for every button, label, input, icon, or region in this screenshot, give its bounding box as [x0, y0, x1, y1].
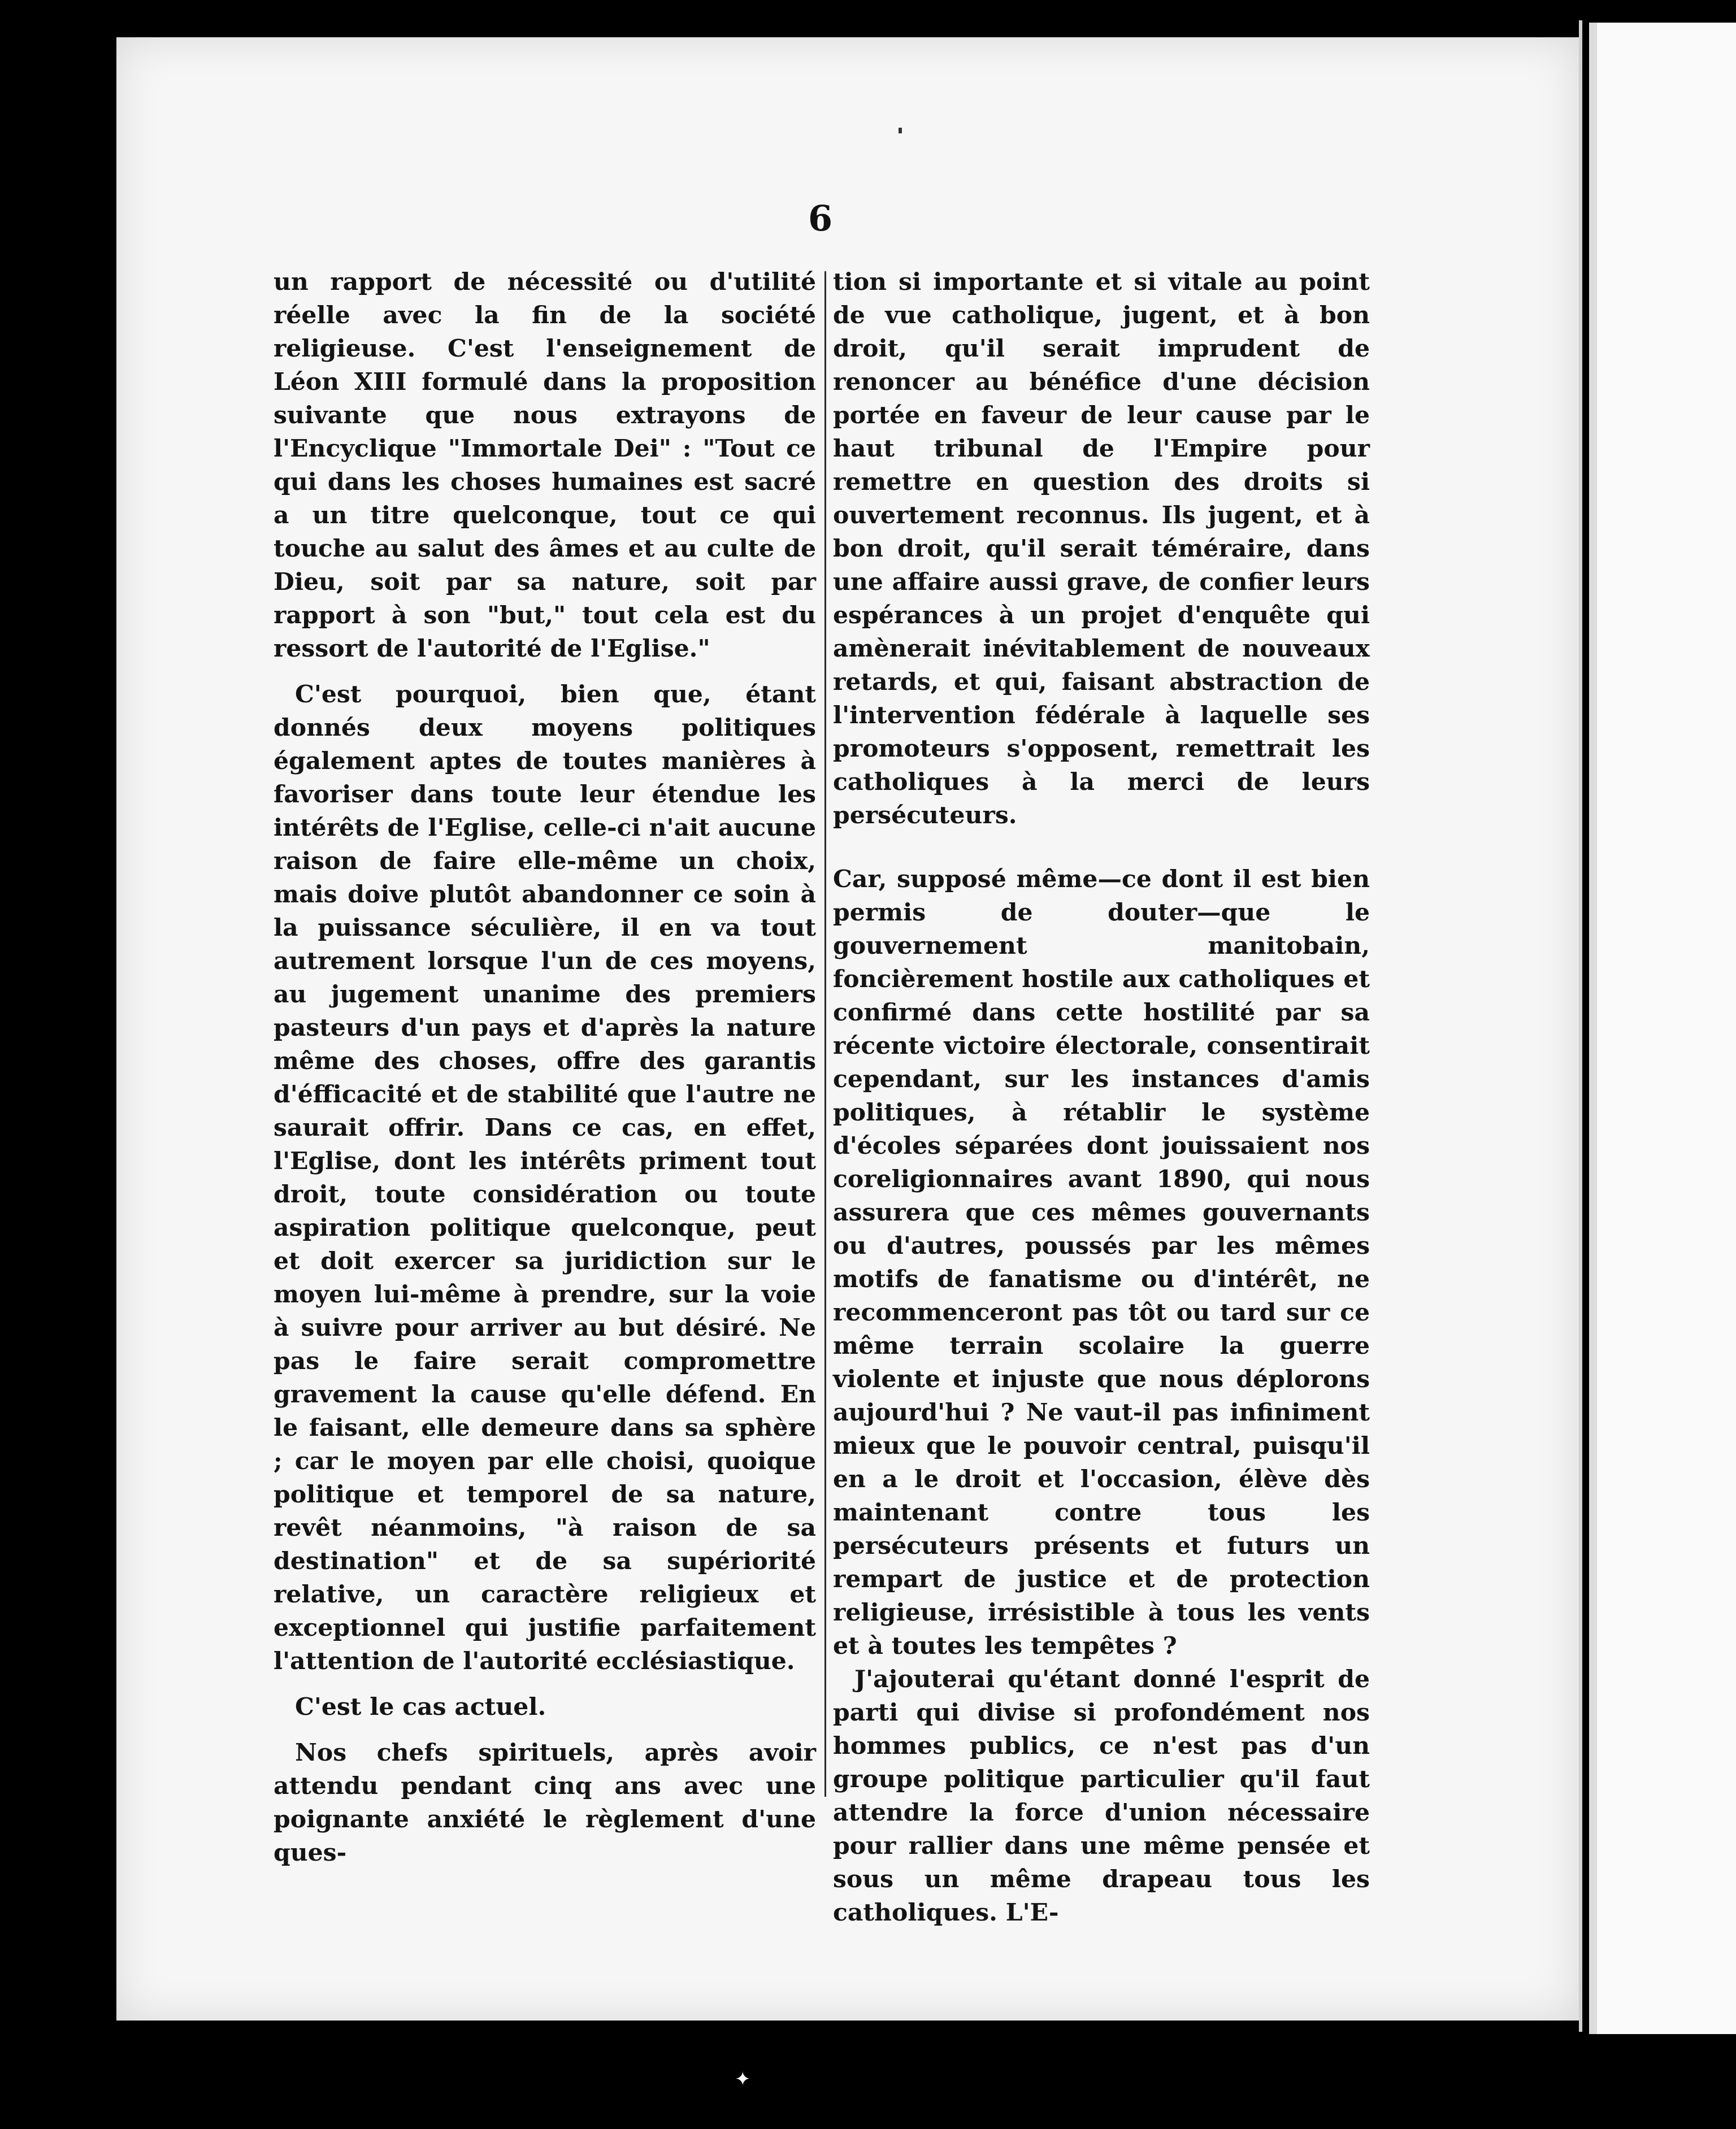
paragraph: un rapport de nécessité ou d'utilité réelle avec la fin de la société religieuse. C'est l'enseignement de Léon XIII formulé dans la proposition suivante que nous extrayons de l'Encyclique "Immortale Dei" : "Tout ce qui dans les choses humaines est sacré a un titre quelconque, tout ce qui touche au salut des âmes et au culte de Dieu, soit par sa nature, soit par rapport à son "but," tout cela est du ressort de l'autorité de l'Eglise.": [274, 268, 816, 663]
page-edge: [1579, 20, 1582, 2032]
paragraph: Nos chefs spirituels, après avoir attendu pendant cinq ans avec une poignante anxiété le règlement d'une ques-: [274, 1739, 816, 1867]
ink-speck: [899, 128, 902, 133]
paragraph: J'ajouterai qu'étant donné l'esprit de parti qui divise si profondément nos hommes publics, ce n'est pas d'un groupe politique particulier qu'il faut attendre la force d'union nécessaire pour rallier dans une même pensée et sous un même drapeau tous les catholiques. L'E-: [833, 1665, 1370, 1927]
paragraph: tion si importante et si vitale au point de vue catholique, jugent, et à bon droit, qu'il serait imprudent de renoncer au bénéfice d'une décision portée en faveur de leur cause par le haut tribunal de l'Empire pour remettre en question des droits si ouvertement reconnus. Ils jugent, et à bon droit, qu'il serait téméraire, dans une affaire aussi grave, de confier leurs espérances à un projet d'enquête qui amènerait inévitablement de nouveaux retards, et qui, faisant abstraction de l'intervention fédérale à laquelle ses promoteurs s'opposent, remettrait les catholiques à la merci de leurs persécuteurs.: [833, 268, 1370, 829]
adjacent-page: [1589, 23, 1736, 2034]
scan-mark: ✦: [735, 2068, 751, 2091]
column-divider: [824, 271, 826, 1797]
left-column: [274, 266, 816, 1870]
adjacent-page-shadow: [1589, 23, 1597, 2034]
paragraph: C'est pourquoi, bien que, étant donnés deux moyens politiques également aptes de toutes manières à favoriser dans toute leur étendue les intérêts de l'Eglise, celle-ci n'ait aucune raison de faire elle-même un choix, mais doive plutôt abandonner ce soin à la puissance séculière, il en va tout autrement lorsque l'un de ces moyens, au jugement unanime des premiers pasteurs d'un pays et d'après la nature même des choses, offre des garantis d'éfficacité et de stabilité que l'autre ne saurait offrir. Dans ce cas, en effet, l'Eglise, dont les intérêts priment tout droit, toute considération ou toute aspiration politique quelconque, peut et doit exercer sa juridiction sur le moyen lui-même à prendre, sur la voie à suivre pour arriver au but désiré. Ne pas le faire serait compromettre gravement la cause qu'elle défend. En le faisant, elle demeure dans sa sphère ; car le moyen par elle choisi, quoique politique et temporel de sa nature, revêt néanmoins, "à raison de sa destination" et de sa supériorité relative, un caractère religieux et exceptionnel qui justifie parfaitement l'attention de l'autorité ecclésiastique.: [274, 680, 816, 1675]
page-number: 6: [808, 198, 833, 239]
paragraph: Car, supposé même—ce dont il est bien permis de douter—que le gouvernement manitobain, foncièrement hostile aux catholiques et confirmé dans cette hostilité par sa récente victoire électorale, consentirait cependant, sur les instances d'amis politiques, à rétablir le système d'écoles séparées dont jouissaient nos coreligionnaires avant 1890, qui nous assurera que ces mêmes gouvernants ou d'autres, poussés par les mêmes motifs de fanatisme ou d'intérêt, ne recommenceront pas tôt ou tard sur ce même terrain scolaire la guerre violente et injuste que nous déplorons aujourd'hui ? Ne vaut-il pas infiniment mieux que le pouvoir central, puisqu'il en a le droit et l'occasion, élève dès maintenant contre tous les persécuteurs présents et futurs un rempart de justice et de protection religieuse, irrésistible à tous les vents et à toutes les tempêtes ?: [833, 865, 1370, 1660]
paragraph: C'est le cas actuel.: [295, 1693, 546, 1721]
right-column: [833, 266, 1370, 1930]
